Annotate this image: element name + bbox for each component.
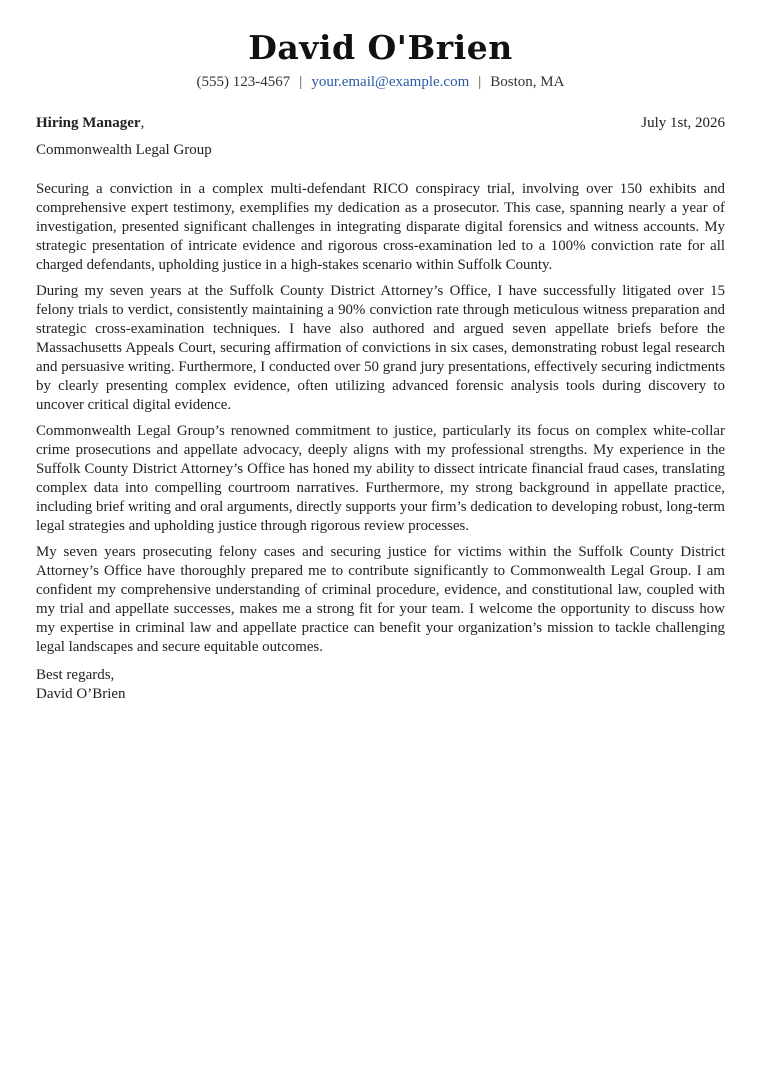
letter-body [36,180,725,704]
body-paragraph-2: During my seven years at the Suffolk County District Attorney’s Office, I have successfully litigated over 15 felony trials to verdict, consistently maintaining a 90% conviction rate through meticulous witness preparation and strategic cross-examination techniques. I have also authored and argued seven appellate briefs before the Massachusetts Appeals Court, securing affirmation of convictions in six cases, demonstrating robust legal research and persuasive writing. Furthermore, I conducted over 50 grand jury presentations, effectively securing indictments by clearly presenting complex evidence, often utilizing advanced forensic analysis tools during discovery to uncover critical digital evidence. [36,283,725,413]
recipient-title: Hiring Manager [36,115,141,131]
email-link[interactable]: your.email@example.com [311,74,470,90]
closing-salutation: Best regards, [36,667,115,683]
letter-date: July 1st, 2026 [641,115,725,131]
applicant-name: David O'Brien [248,28,513,67]
recipient-title-suffix: , [140,115,145,131]
phone-number: (555) 123-4567 [196,74,291,90]
body-paragraph-1: Securing a conviction in a complex multi-defendant RICO conspiracy trial, involving over 150 exhibits and comprehensive expert testimony, exemplifies my dedication as a prosecutor. This case, spanning nearly a year of investigation, presented significant challenges in integrating disparate digital forensics and witness accounts. My strategic presentation of intricate evidence and rigorous cross-examination led to a 100% conviction rate for all charged defendants, upholding justice in a high-stakes scenario within Suffolk County. [36,181,725,273]
contact-separator: | [478,74,482,90]
closing-block [36,666,725,704]
contact-separator: | [299,74,303,90]
body-paragraph-4: My seven years prosecuting felony cases and securing justice for victims within the Suffolk County District Attorney’s Office have thoroughly prepared me to contribute significantly to Commonwealth Legal Group. I am confident my comprehensive understanding of criminal procedure, evidence, and constitutional law, coupled with my trial and appellate successes, makes me a strong fit for your team. I welcome the opportunity to discuss how my expertise in criminal law and appellate practice can benefit your organization’s mission to tackle challenging legal landscapes and secure equitable outcomes. [36,544,725,655]
recipient-salutation [36,114,144,132]
recipient-company: Commonwealth Legal Group [36,142,212,158]
body-paragraph-3: Commonwealth Legal Group’s renowned commitment to justice, particularly its focus on complex white-collar crime prosecutions and appellate advocacy, deeply aligns with my professional strengths. My experience in the Suffolk County District Attorney’s Office has honed my ability to dissect intricate financial fraud cases, translating complex data into compelling courtroom narratives. Furthermore, my strong background in appellate practice, including brief writing and oral arguments, directly supports your firm’s dedication to developing robust, long-term legal strategies and upholding justice through rigorous review processes. [36,423,725,534]
signature-name: David O’Brien [36,686,126,702]
location: Boston, MA [490,74,565,90]
contact-line [36,73,725,91]
recipient-row [36,114,725,132]
